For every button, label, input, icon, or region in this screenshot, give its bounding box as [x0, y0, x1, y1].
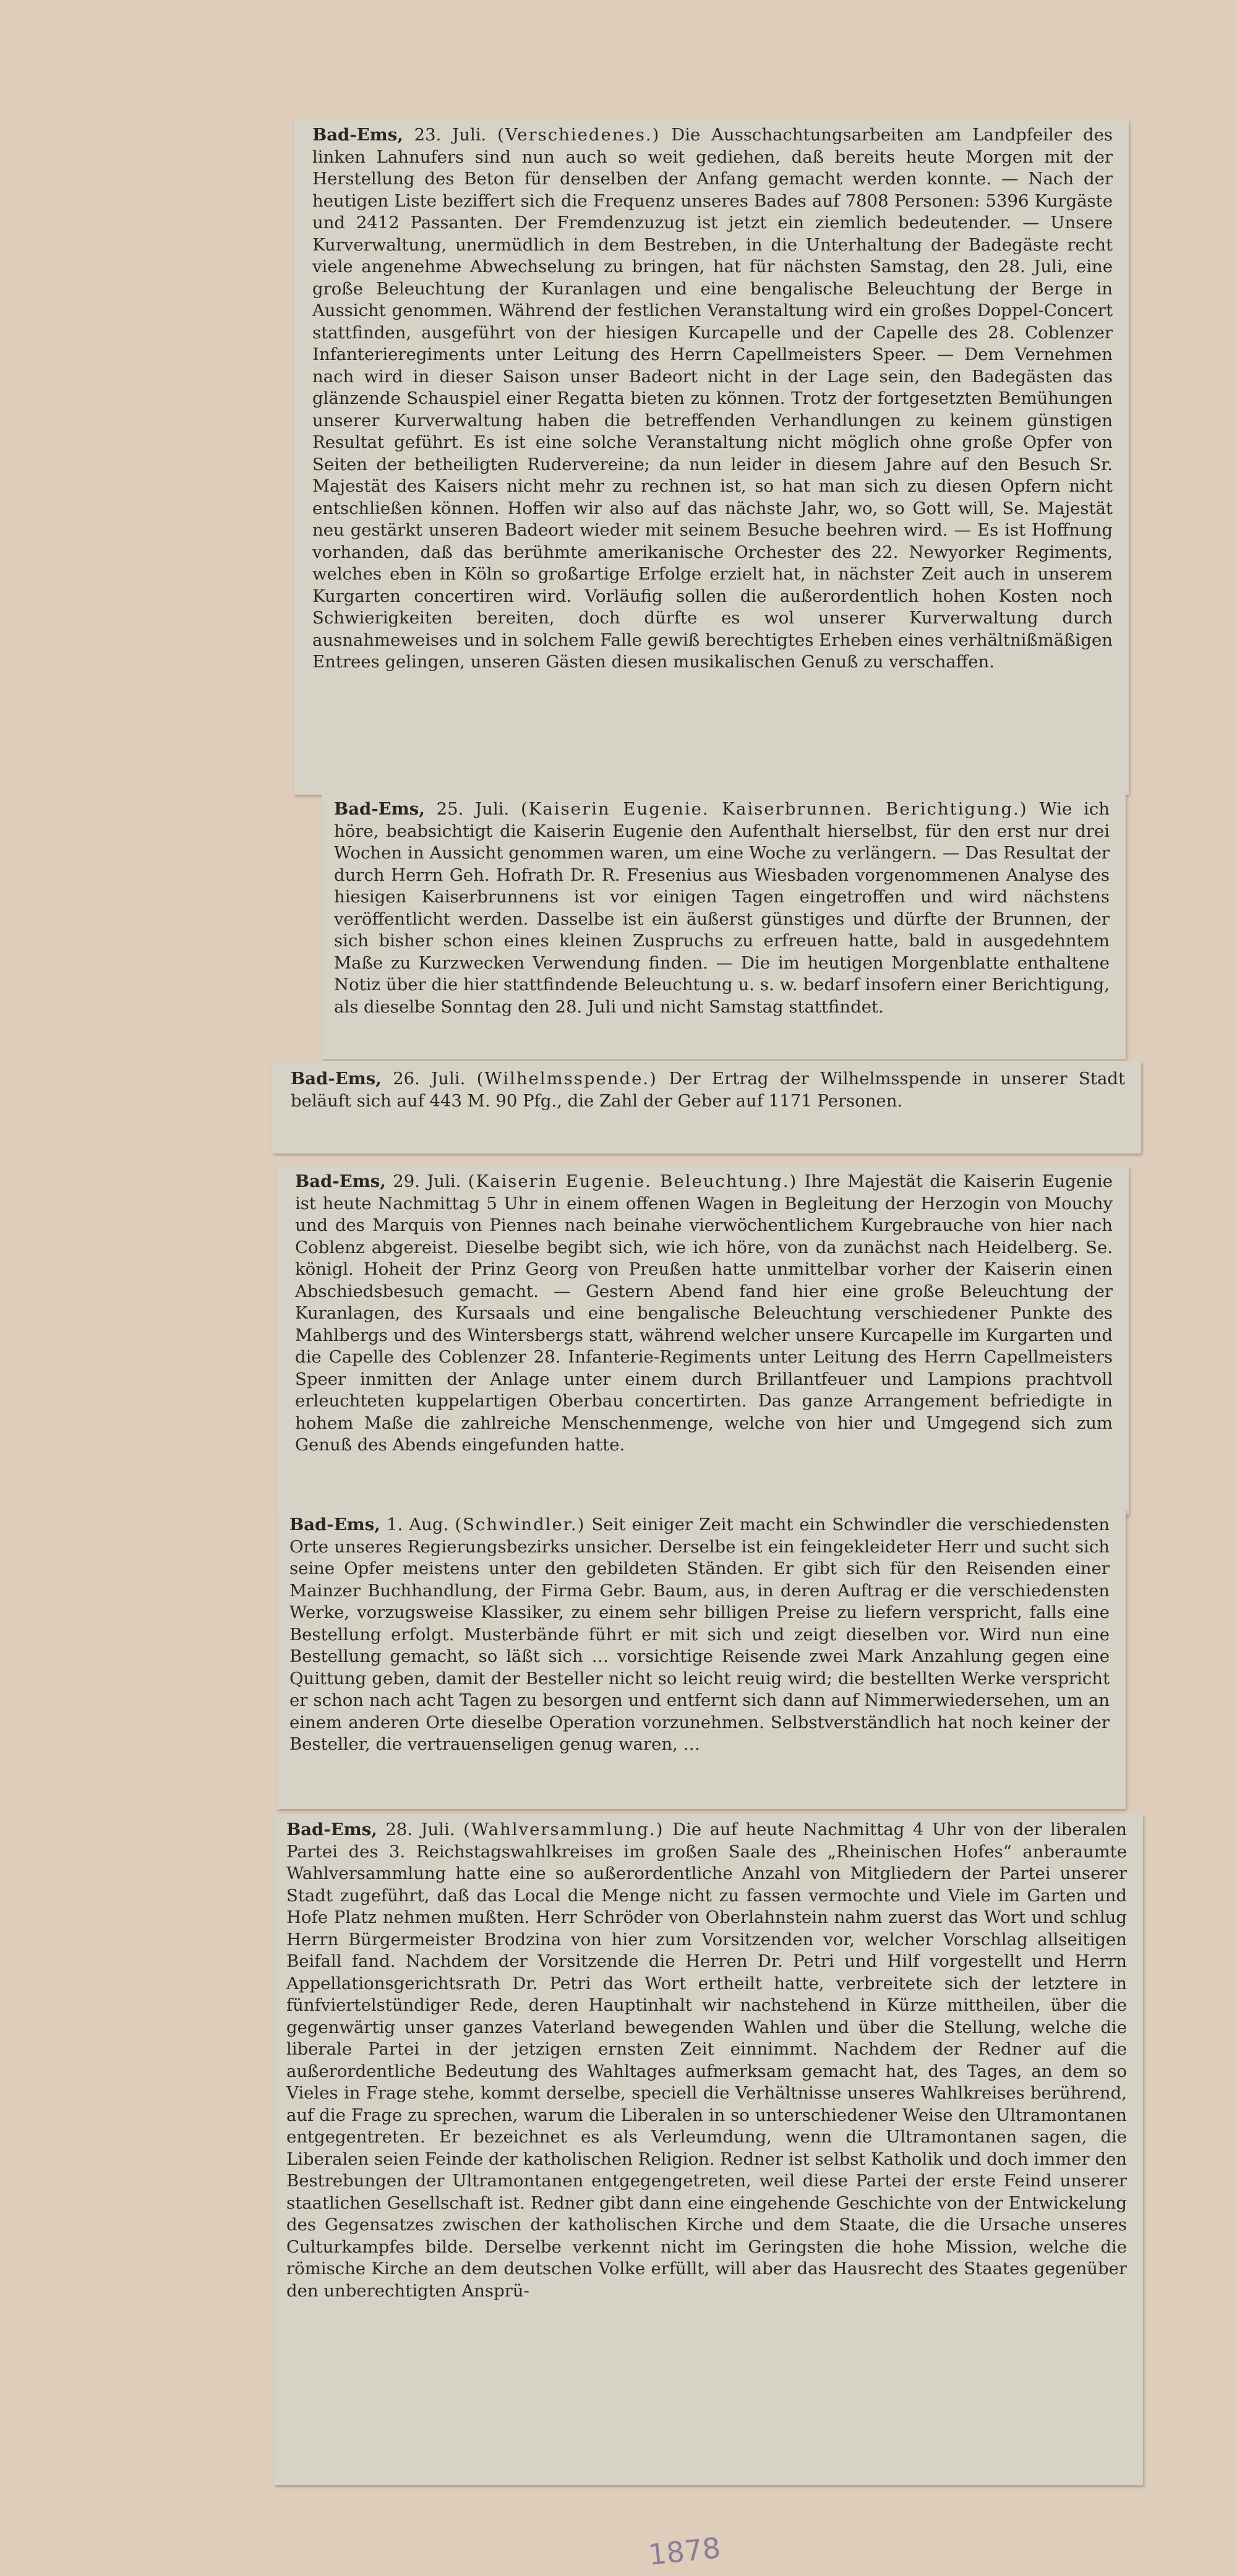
clipping-verschiedenes [294, 119, 1129, 795]
article-text [312, 124, 1113, 674]
article-text [286, 1819, 1127, 2302]
date: 25. Juli. [436, 799, 510, 819]
place-dateline: Bad-Ems, [295, 1171, 386, 1191]
article-text [289, 1514, 1110, 1756]
place-dateline: Bad-Ems, [289, 1515, 380, 1534]
date: 29. Juli. [393, 1171, 461, 1191]
body-text: Wie ich höre, beabsichtigt die Kaiserin Eugenie den Aufenthalt hierselbst, für den erst nur drei Wochen in Aussicht genommen waren, um eine Woche zu verlängern. — Das Resultat der durch Herrn Geh. Hofrath Dr. R. Fresenius aus Wiesbaden vorgenommenen Analyse des hiesigen Kaiserbrunnens ist vor einigen Tagen eingetroffen und wird nächstens veröffentlicht werden. Dasselbe ist ein äußerst günstiges und dürfte der Brunnen, der sich bisher schon eines kleinen Zuspruchs zu erfreuen hatte, bald in ausgedehntem Maße zu Kurzwecken Verwendung finden. — Die im heutigen Morgenblatte enthaltene Notiz über die hier stattfindende Beleuchtung u. s. w. bedarf insofern einer Berichtigung, als dieselbe Sonntag den 28. Juli und nicht Samstag stattfindet. [334, 799, 1110, 1017]
handwritten-page-number: 1878 [646, 2531, 722, 2572]
article-text [295, 1171, 1113, 1457]
body-text: Seit einiger Zeit macht ein Schwindler die verschiedensten Orte unseres Regierungsbezirks unsicher. Derselbe ist ein feingekleideter Herr und sucht sich seine Opfer meistens unter den gebildeten Ständen. Er gibt sich für den Reisenden einer Mainzer Buchhandlung, der Firma Gebr. Baum, aus, in deren Auftrag er die verschiedensten Werke, vorzugsweise Klassiker, zu einem sehr billigen Preise zu liefern verspricht, falls eine Bestellung erfolgt. Musterbände führt er mit sich und zeigt dieselben vor. Wird nun eine Bestellung gemacht, so läßt sich … vorsichtige Reisende zwei Mark Anzahlung gegen eine Quittung geben, damit der Besteller nicht so leicht reuig wird; die bestellten Werke verspricht er schon nach acht Tagen zu besorgen und entfernt sich dann auf Nimmerwiedersehen, um an einem anderen Orte dieselbe Operation vorzunehmen. Selbstverständlich hat noch keiner der Besteller, die vertrauenseligen genug waren, … [289, 1515, 1110, 1754]
rubric: (Wilhelmsspende.) [476, 1069, 657, 1089]
rubric: (Wahlversammlung.) [463, 1820, 664, 1839]
clipping-wilhelmsspende [272, 1061, 1141, 1153]
clipping-wahlversammlung [274, 1814, 1143, 2485]
place-dateline: Bad-Ems, [334, 799, 425, 819]
place-dateline: Bad-Ems, [312, 125, 403, 145]
rubric: (Verschiedenes.) [497, 125, 661, 145]
clipping-kaiserin-eugenie-kaiserbrunnen [322, 794, 1126, 1059]
body-text: Der Ertrag der Wilhelmsspende in unserer Stadt beläuft sich auf 443 M. 90 Pfg., die Zahl der Geber auf 1171 Personen. [291, 1069, 1125, 1111]
place-dateline: Bad-Ems, [286, 1820, 377, 1839]
body-text: Ihre Majestät die Kaiserin Eugenie ist heute Nachmittag 5 Uhr in einem offenen Wagen in Begleitung der Herzogin von Mouchy und des Marquis von Piennes nach beinahe vierwöchentlichem Kurgebrauche von hier nach Coblenz abgereist. Dieselbe begibt sich, wie ich höre, von da zunächst nach Heidelberg. Se. königl. Hoheit der Prinz Georg von Preußen hatte unmittelbar vorher der Kaiserin einen Abschiedsbesuch gemacht. — Gestern Abend fand hier eine große Beleuchtung der Kuranlagen, des Kursaals und eine bengalische Beleuchtung verschiedener Punkte des Mahlbergs und des Wintersbergs statt, während welcher unsere Kurcapelle im Kurgarten und die Capelle des Coblenzer 28. Infanterie-Regiments unter Leitung des Herrn Capellmeisters Speer inmitten der Anlage unter einem durch Brillantfeuer und Lampions prachtvoll erleuchteten kuppelartigen Oberbau concertirten. Das ganze Arrangement befriedigte in hohem Maße die zahlreiche Menschenmenge, welche von hier und Umgegend sich zum Genuß des Abends eingefunden hatte. [295, 1171, 1113, 1455]
rubric: (Kaiserin Eugenie. Beleuchtung.) [468, 1171, 798, 1191]
body-text: Die auf heute Nachmittag 4 Uhr von der liberalen Partei des 3. Reichstagswahlkreises im großen Saale des „Rheinischen Hofes“ anberaumte Wahlversammlung hatte eine so außerordentliche Anzahl von Mitgliedern der Partei unserer Stadt zugeführt, daß das Local die Menge nicht zu fassen vermochte und Viele im Garten und Hofe Platz nehmen mußten. Herr Schröder von Oberlahnstein nahm zuerst das Wort und schlug Herrn Bürgermeister Brodzina von hier zum Vorsitzenden vor, welcher Vorschlag allseitigen Beifall fand. Nachdem der Vorsitzende die Herren Dr. Petri und Hilf vorgestellt und Herrn Appellationsgerichtsrath Dr. Petri das Wort ertheilt hatte, verbreitete sich der letztere in fünfviertelstündiger Rede, deren Hauptinhalt wir nachstehend in Kürze mittheilen, über die gegenwärtig unser ganzes Vaterland bewegenden Wahlen und über die Stellung, welche die liberale Partei in der jetzigen ernsten Zeit einnimmt. Nachdem der Redner auf die außerordentliche Bedeutung des Wahltages aufmerksam gemacht hat, des Tages, an dem so Vieles in Frage stehe, kommt derselbe, speciell die Verhältnisse unseres Wahlkreises berührend, auf die Frage zu sprechen, warum die Liberalen in so unterschiedener Weise den Ultramontanen entgegentreten. Er bezeichnet es als Verleumdung, wenn die Ultramontanen sagen, die Liberalen seien Feinde der katholischen Religion. Redner ist selbst Katholik und doch immer den Bestrebungen der Ultramontanen entgegengetreten, weil diese Partei der erste Feind unserer staatlichen Gesellschaft ist. Redner gibt dann eine eingehende Geschichte von der Entwickelung des Gegensatzes zwischen der katholischen Kirche und dem Staate, die die Ursache unseres Culturkampfes bilde. Derselbe verkennt nicht im Geringsten die hohe Mission, welche die römische Kirche an dem deutschen Volke erfüllt, will aber das Hausrecht des Staates gegenüber den unberechtigten Ansprü- [286, 1820, 1127, 2301]
date: 28. Juli. [385, 1820, 455, 1839]
body-text: Die Ausschachtungsarbeiten am Landpfeiler des linken Lahnufers sind nun auch so weit gediehen, daß bereits heute Morgen mit der Herstellung des Beton für denselben der Anfang gemacht werden konnte. — Nach der heutigen Liste beziffert sich die Frequenz unseres Bades auf 7808 Personen: 5396 Kurgäste und 2412 Passanten. Der Fremdenzuzug ist jetzt ein ziemlich bedeutender. — Unsere Kurverwaltung, unermüdlich in dem Bestreben, in die Unterhaltung der Badegäste recht viele angenehme Abwechselung zu bringen, hat für nächsten Samstag, den 28. Juli, eine große Beleuchtung der Kuranlagen und eine bengalische Beleuchtung der Berge in Aussicht genommen. Während der festlichen Veranstaltung wird ein großes Doppel-Concert stattfinden, ausgeführt von der hiesigen Kurcapelle und der Capelle des 28. Coblenzer Infanterieregiments unter Leitung des Herrn Capellmeisters Speer. — Dem Vernehmen nach wird in dieser Saison unser Badeort nicht in der Lage sein, den Badegästen das glänzende Schauspiel einer Regatta bieten zu können. Trotz der fortgesetzten Bemühungen unserer Kurverwaltung haben die betreffenden Verhandlungen zu keinem günstigen Resultat geführt. Es ist eine solche Veranstaltung nicht möglich ohne große Opfer von Seiten der betheiligten Rudervereine; da nun leider in diesem Jahre auf den Besuch Sr. Majestät des Kaisers nicht mehr zu rechnen ist, so hat man sich zu diesen Opfern nicht entschließen können. Hoffen wir also auf das nächste Jahr, wo, so Gott will, Se. Majestät neu gestärkt unseren Badeort wieder mit seinem Besuche beehren wird. — Es ist Hoffnung vorhanden, daß das berühmte amerikanische Orchester des 22. Newyorker Regiments, welches eben in Köln so großartige Erfolge erzielt hat, in nächster Zeit auch in unserem Kurgarten concertiren wird. Vorläufig sollen die außerordentlich hohen Kosten noch Schwierigkeiten bereiten, doch dürfte es wol unserer Kurverwaltung durch ausnahmeweises und in solchem Falle gewiß berechtigtes Erheben eines verhältnißmäßigen Entrees gelingen, unseren Gästen diesen musikalischen Genuß zu verschaffen. [312, 125, 1113, 672]
clipping-schwindler [277, 1509, 1126, 1809]
rubric: (Kaiserin Eugenie. Kaiserbrunnen. Berichtigung.) [521, 799, 1028, 819]
date: 23. Juli. [414, 125, 487, 145]
article-text [291, 1068, 1125, 1112]
date: 1. Aug. [386, 1515, 449, 1534]
place-dateline: Bad-Ems, [291, 1069, 382, 1089]
date: 26. Juli. [393, 1069, 466, 1089]
article-text [334, 798, 1110, 1018]
clipping-kaiserin-eugenie-beleuchtung [276, 1166, 1129, 1515]
rubric: (Schwindler.) [455, 1515, 586, 1534]
